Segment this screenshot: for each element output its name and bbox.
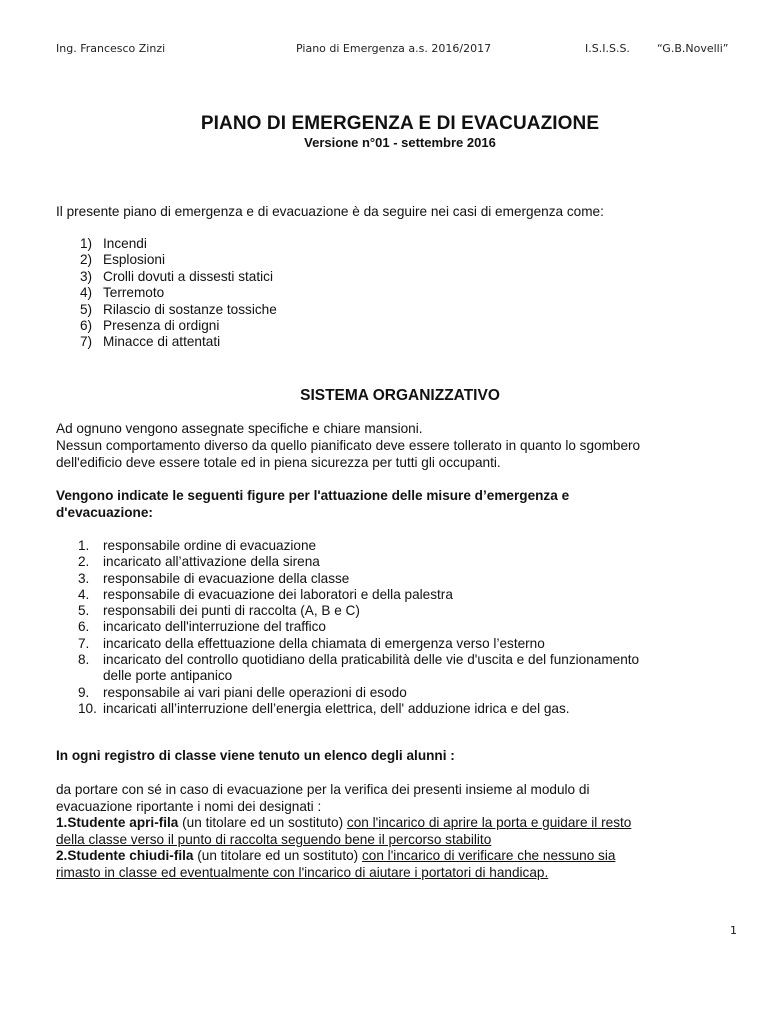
list-item-number: 10. (78, 700, 97, 716)
emergency-list (80, 236, 277, 351)
list-item-text: responsabile di evacuazione della classe (103, 570, 350, 586)
list-item (78, 603, 639, 619)
header-school: I.S.I.S.S. (585, 42, 630, 55)
list-item-number: 2) (80, 252, 93, 268)
student-apri-fila-duty: con l'incarico di aprire la porta e guidare il resto (346, 815, 632, 830)
student-chiudi-fila-duty: con l'incarico di verificare che nessuno sia (361, 848, 616, 863)
list-item (78, 587, 639, 603)
list-item-text: Crolli dovuti a dissesti statici (103, 268, 273, 284)
section-title: SISTEMA ORGANIZZATIVO (300, 387, 500, 404)
list-item (80, 252, 277, 268)
list-item-text: incaricato della effettuazione della chiamata di emergenza verso l’esterno (103, 635, 545, 651)
list-item (80, 318, 277, 334)
header-author: Ing. Francesco Zinzi (56, 42, 166, 55)
list-item-text: incaricati all’interruzione dell’energia elettrica, dell' adduzione idrica e del gas. (103, 700, 570, 716)
registry-line-2: evacuazione riportante i nomi dei designati : (56, 799, 322, 814)
list-item-text: responsabile ai vari piani delle operazioni di esodo (103, 684, 407, 700)
list-item (80, 334, 277, 350)
student-apri-fila-duty-cont: della classe verso il punto di raccolta seguendo bene il percorso stabilito (56, 832, 492, 847)
list-item-number: 7. (78, 635, 90, 651)
list-item-text: Incendi (103, 236, 147, 251)
list-item-number: 2. (78, 554, 90, 570)
list-item (78, 538, 639, 554)
list-item (78, 619, 639, 635)
student-apri-fila-paren: (un titolare ed un sostituto) (178, 815, 347, 830)
list-item-number: 9. (78, 684, 90, 700)
list-item (78, 571, 639, 587)
list-item-number: 6) (80, 318, 93, 334)
student-apri-fila (56, 815, 631, 832)
list-item (78, 636, 639, 652)
list-item-number: 5) (80, 301, 93, 317)
list-item-number: 3) (80, 268, 93, 284)
student-apri-fila-label: 1.Studente apri-fila (56, 815, 179, 830)
list-item-text: responsabile ordine di evacuazione (103, 538, 317, 553)
list-item-text: incaricato del controllo quotidiano della praticabilità delle vie d'uscita e del funzionamento (103, 652, 640, 668)
figures-heading-2: d'evacuazione: (56, 505, 153, 520)
list-item-number: 1. (78, 538, 90, 553)
list-item-text: responsabile di evacuazione dei laboratori e della palestra (103, 586, 453, 602)
list-item (80, 302, 277, 318)
list-item-number: 7) (80, 334, 93, 350)
header-school-name: “G.B.Novelli” (657, 42, 729, 55)
list-item-number: 6. (78, 619, 90, 635)
list-item-text: delle porte antipanico (103, 668, 233, 684)
list-item-text: Presenza di ordigni (103, 318, 220, 334)
student-chiudi-fila (56, 848, 615, 865)
document-version: Versione n°01 - settembre 2016 (304, 135, 496, 150)
list-item-number: 5. (78, 603, 90, 619)
student-chiudi-fila-paren: (un titolare ed un sostituto) (193, 848, 362, 863)
list-item-number: 4) (80, 285, 93, 301)
list-item-text: Terremoto (103, 285, 165, 301)
list-item-number: 4. (78, 586, 90, 602)
list-item (78, 685, 639, 701)
list-item-number: 3. (78, 570, 90, 586)
student-chiudi-fila-label: 2.Studente chiudi-fila (56, 848, 194, 863)
org-line-3: dell'edificio deve essere totale ed in piena sicurezza per tutti gli occupanti. (56, 455, 501, 470)
list-item-number: 1) (80, 236, 93, 251)
document-title: PIANO DI EMERGENZA E DI EVACUAZIONE (200, 113, 600, 134)
list-item-text: incaricato all’attivazione della sirena (103, 554, 320, 570)
list-item (80, 269, 277, 285)
list-item-text: Rilascio di sostanze tossiche (103, 301, 277, 317)
list-item (78, 554, 639, 570)
figures-heading-1: Vengono indicate le seguenti figure per l'attuazione delle misure d’emergenza e (56, 488, 570, 503)
list-item (80, 236, 277, 252)
list-item-text: Esplosioni (103, 252, 165, 268)
student-chiudi-fila-duty-cont: rimasto in classe ed eventualmente con l'incarico di aiutare i portatori di handicap. (56, 865, 549, 880)
list-item-text: incaricato dell'interruzione del traffico (103, 619, 326, 635)
page-number: 1 (730, 924, 737, 937)
org-line-1: Ad ognuno vengono assegnate specifiche e chiare mansioni. (56, 421, 423, 436)
header-plan: Piano di Emergenza a.s. 2016/2017 (296, 42, 492, 55)
org-line-2: Nessun comportamento diverso da quello pianificato deve essere tollerato in quanto lo sgombero (56, 438, 641, 453)
intro-paragraph: Il presente piano di emergenza e di evacuazione è da seguire nei casi di emergenza come: (56, 204, 604, 219)
list-item (78, 668, 639, 684)
list-item (80, 285, 277, 301)
list-item (78, 652, 639, 668)
list-item-number: 8. (78, 652, 90, 668)
list-item-text: responsabili dei punti di raccolta (A, B e C) (103, 603, 360, 619)
registry-line-1: da portare con sé in caso di evacuazione per la verifica dei presenti insieme al modulo di (56, 782, 590, 797)
figures-list (78, 538, 639, 717)
registry-heading: In ogni registro di classe viene tenuto un elenco degli alunni : (56, 748, 455, 763)
list-item-text: Minacce di attentati (103, 334, 221, 350)
list-item (78, 701, 639, 717)
